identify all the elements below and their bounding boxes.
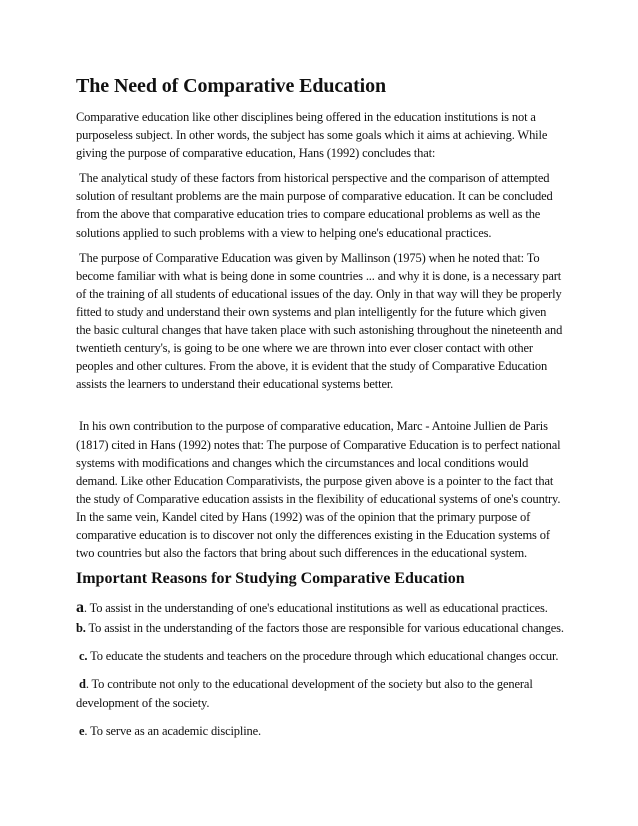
list-item-letter: c. bbox=[79, 649, 88, 664]
list-item bbox=[76, 619, 564, 637]
list-item bbox=[76, 675, 564, 711]
document-page bbox=[76, 74, 564, 750]
paragraph-analytical-study: The analytical study of these factors from historical perspective and the comparison of attempted solution of resultant problems are the main purpose of comparative education. It can be concluded from the above that comparative education tries to compare educational problems as well as the solutions applied to such problems with a view to helping one's educational practices. bbox=[76, 171, 553, 240]
reasons-list bbox=[76, 599, 564, 740]
list-item-letter: a bbox=[76, 599, 84, 617]
list-item bbox=[76, 599, 564, 617]
list-item-letter: b. bbox=[76, 621, 86, 636]
list-item-text: . To assist in the understanding of one's educational institutions as well as educational practices. bbox=[83, 601, 548, 616]
list-item-text: . To contribute not only to the educational development of the society but also to the general development of the society. bbox=[76, 677, 533, 710]
paragraph-mallinson: The purpose of Comparative Education was given by Mallinson (1975) when he noted that: To become familiar with what is being done in some countries ... and why it is done, is a necessary part of the training of all students of educational issues of the day. Only in that way will they be properly fitted to study and understand their own systems and plan intelligently for the future which given the basic cultural changes that have taken place with such astonishing throughout the nineteenth and twentieth century's, is going to be one where we are thrown into ever closer contact with other peoples and other cultures. From the above, it is evident that the study of Comparative Education assists the learners to understand their educational systems better. bbox=[76, 250, 563, 392]
page-title: The Need of Comparative Education bbox=[76, 75, 387, 97]
paragraph-jullien: In his own contribution to the purpose of comparative education, Marc - Antoine Jullien de Paris (1817) cited in Hans (1992) notes that: The purpose of Comparative Education is to perfect national systems with modifications and changes which the circumstances and local conditions would demand. Like other Education Comparativists, the purpose given above is a pointer to the fact that the study of Comparative education assists in the flexibility of educational systems of one's country. In the same vein, Kandel cited by Hans (1992) was of the opinion that the primary purpose of comparative education is to discover not only the differences existing in the Education systems of two countries but also the factors that bring about such differences in the educational system. bbox=[76, 419, 561, 561]
reasons-heading: Important Reasons for Studying Comparative Education bbox=[76, 570, 465, 588]
list-item-text: . To serve as an academic discipline. bbox=[84, 723, 262, 738]
list-item bbox=[76, 647, 564, 665]
list-item-letter: e bbox=[79, 723, 85, 738]
list-item-text: To assist in the understanding of the factors those are responsible for various educational changes. bbox=[85, 621, 564, 636]
list-item-text: To educate the students and teachers on the procedure through which educational changes occur. bbox=[87, 649, 559, 664]
paragraph-intro: Comparative education like other disciplines being offered in the education institutions is not a purposeless subject. In other words, the subject has some goals which it aims at achieving. While giving the purpose of comparative education, Hans (1992) concludes that: bbox=[76, 110, 548, 161]
list-item-letter: d bbox=[79, 677, 86, 692]
list-item bbox=[76, 722, 564, 740]
